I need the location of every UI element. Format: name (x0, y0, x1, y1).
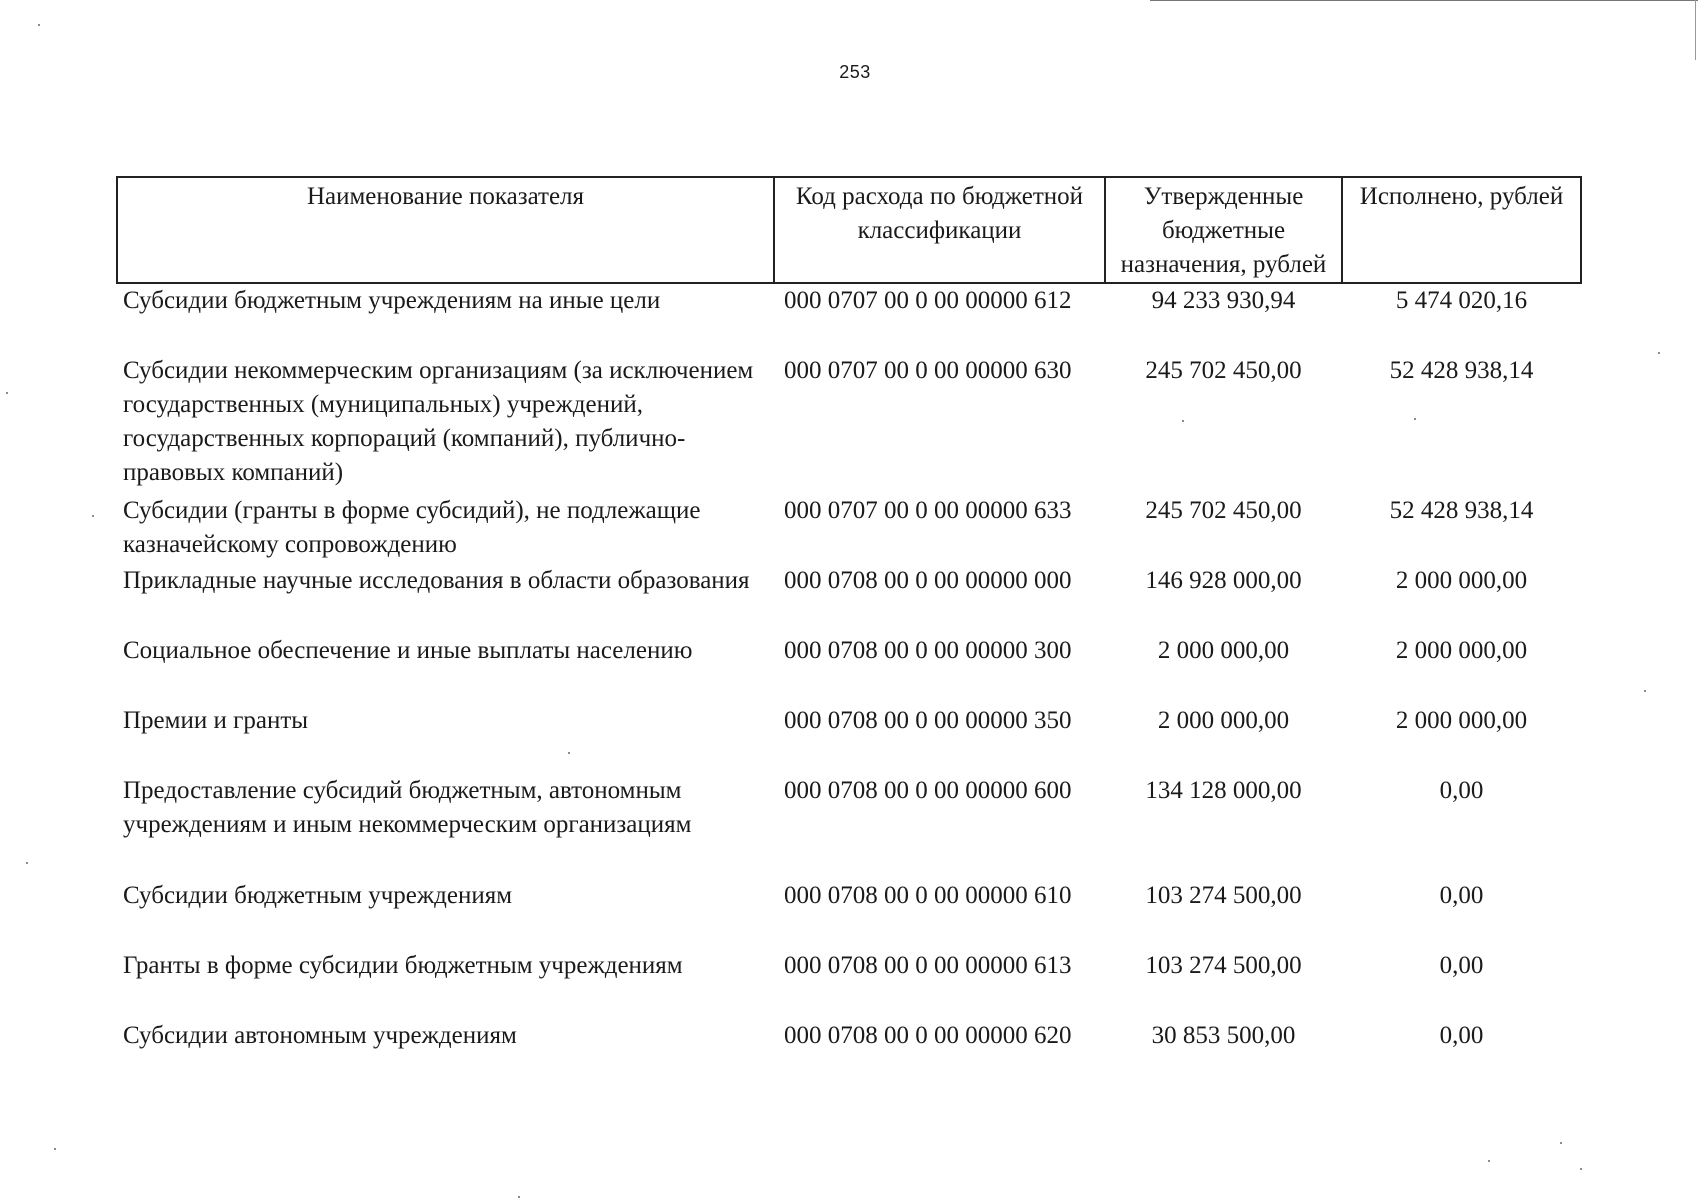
scan-speck (26, 862, 28, 864)
scan-speck (38, 24, 40, 26)
expense-code: 000 0708 00 0 00 00000 300 (784, 637, 1072, 664)
scan-speck (6, 392, 8, 394)
executed-amount: 5 474 020,16 (1395, 287, 1528, 314)
indicator-name: Субсидии бюджетным учреждениям (123, 882, 513, 909)
table-row (117, 774, 1581, 879)
executed-amount: 0,00 (1439, 952, 1484, 979)
expense-code: 000 0708 00 0 00 00000 610 (784, 882, 1072, 909)
table-row (117, 494, 1581, 564)
table-row (117, 704, 1581, 774)
table-row (117, 354, 1581, 494)
executed-amount: 52 428 938,14 (1389, 357, 1534, 384)
table-row (117, 564, 1581, 634)
expense-code: 000 0708 00 0 00 00000 000 (784, 567, 1072, 594)
page-number: 253 (839, 62, 871, 82)
table-row (117, 949, 1581, 1019)
indicator-name: Субсидии (гранты в форме субсидий), не подлежащие казначейскому сопровождению (123, 497, 701, 558)
table-header-row (117, 177, 1581, 283)
indicator-name: Субсидии автономным учреждениям (123, 1022, 517, 1049)
scan-edge-right (1695, 0, 1696, 60)
expense-code: 000 0707 00 0 00 00000 612 (784, 287, 1072, 314)
executed-amount: 2 000 000,00 (1395, 567, 1528, 594)
expense-code: 000 0708 00 0 00 00000 620 (784, 1022, 1072, 1049)
approved-amount: 134 128 000,00 (1145, 777, 1302, 804)
table-row (117, 1019, 1581, 1089)
approved-amount: 94 233 930,94 (1151, 287, 1296, 314)
indicator-name: Прикладные научные исследования в области образования (123, 567, 750, 594)
indicator-name: Предоставление субсидий бюджетным, автономным учреждениям и иным некоммерческим организациям (123, 777, 692, 838)
scan-speck (1658, 352, 1660, 354)
header-expense-code: Код расхода по бюджетной классификации (774, 177, 1105, 283)
budget-execution-table (116, 176, 1582, 1089)
executed-amount: 0,00 (1439, 1022, 1484, 1049)
expense-code: 000 0708 00 0 00 00000 613 (784, 952, 1072, 979)
scan-edge-top (1150, 0, 1698, 1)
indicator-name: Социальное обеспечение и иные выплаты населению (123, 637, 693, 664)
expense-code: 000 0708 00 0 00 00000 350 (784, 707, 1072, 734)
executed-amount: 0,00 (1439, 777, 1484, 804)
approved-amount: 245 702 450,00 (1145, 497, 1302, 524)
scan-speck (1644, 690, 1646, 692)
scan-speck (1580, 1168, 1582, 1170)
scan-speck (92, 515, 94, 517)
table-row (117, 634, 1581, 704)
approved-amount: 2 000 000,00 (1157, 637, 1290, 664)
table-row (117, 283, 1581, 354)
expense-code: 000 0708 00 0 00 00000 600 (784, 777, 1072, 804)
scan-speck (1560, 1142, 1562, 1144)
header-approved-amount: Утвержденные бюджетные назначения, рублей (1105, 177, 1342, 283)
approved-amount: 30 853 500,00 (1151, 1022, 1296, 1049)
executed-amount: 52 428 938,14 (1389, 497, 1534, 524)
header-indicator-name: Наименование показателя (117, 177, 774, 283)
table-row (117, 879, 1581, 949)
expense-code: 000 0707 00 0 00 00000 633 (784, 497, 1072, 524)
header-executed-amount: Исполнено, рублей (1342, 177, 1581, 283)
indicator-name: Субсидии некоммерческим организациям (за исключением государственных (муниципальных) учреждений, государственных корпораций (компаний), публично-правовых компаний) (123, 357, 754, 486)
approved-amount: 103 274 500,00 (1145, 882, 1302, 909)
approved-amount: 2 000 000,00 (1157, 707, 1290, 734)
scan-speck (518, 1196, 520, 1198)
executed-amount: 2 000 000,00 (1395, 637, 1528, 664)
executed-amount: 2 000 000,00 (1395, 707, 1528, 734)
executed-amount: 0,00 (1439, 882, 1484, 909)
scan-speck (1488, 1160, 1490, 1162)
approved-amount: 103 274 500,00 (1145, 952, 1302, 979)
expense-code: 000 0707 00 0 00 00000 630 (784, 357, 1072, 384)
approved-amount: 245 702 450,00 (1145, 357, 1302, 384)
indicator-name: Гранты в форме субсидии бюджетным учреждениям (123, 952, 683, 979)
indicator-name: Премии и гранты (123, 707, 309, 734)
approved-amount: 146 928 000,00 (1145, 567, 1302, 594)
scan-speck (54, 1148, 56, 1150)
indicator-name: Субсидии бюджетным учреждениям на иные цели (123, 287, 661, 314)
